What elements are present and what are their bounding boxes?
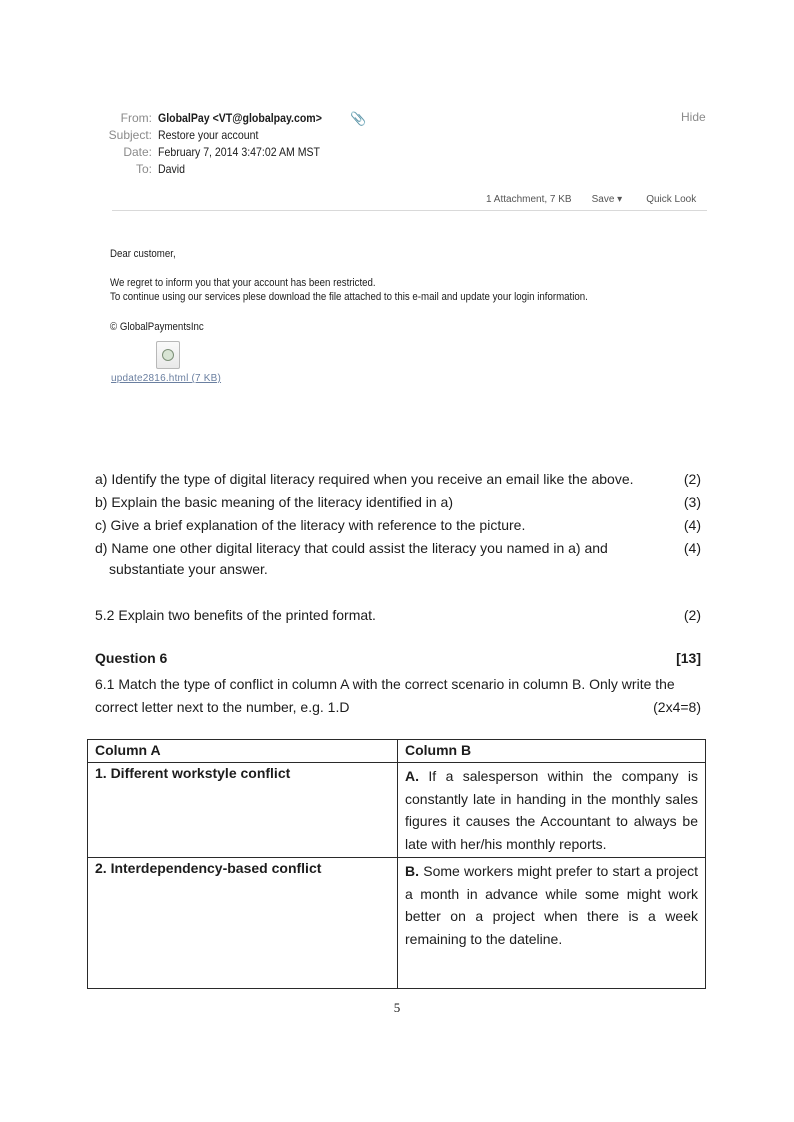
question-a-text: a) Identify the type of digital literacy required when you receive an email like the above. — [95, 471, 634, 487]
question-c-mark: (4) — [683, 517, 701, 533]
attachment-count: 1 Attachment, 7 KB — [486, 194, 572, 205]
question-6-1-mark: (2x4=8) — [653, 699, 701, 715]
table-row — [88, 763, 706, 858]
attachment-bar — [486, 194, 696, 205]
table-header-row — [88, 740, 706, 763]
html-file-icon[interactable] — [156, 341, 180, 369]
column-b-text-b: Some workers might prefer to start a project a month in advance while some might work better on a project when there is a week remaining to the dateline. — [405, 863, 699, 947]
question-5-2 — [95, 605, 701, 625]
question-6-1-instruction: 6.1 Match the type of conflict in column A with the correct scenario in column B. Only write the correct letter next to the number, e.g. 1.D — [95, 676, 675, 715]
question-5-2-mark: (2) — [683, 607, 701, 623]
column-b-text-a: If a salesperson within the company is constantly late in handing in the monthly sales figures it causes the Accountant to always be late with her/his monthly reports. — [405, 768, 698, 852]
to-value: David — [158, 162, 186, 176]
to-label: To: — [135, 162, 152, 176]
subject-label: Subject: — [108, 128, 152, 142]
quick-look-button[interactable]: Quick Look — [646, 194, 697, 205]
from-label: From: — [120, 111, 152, 125]
question-b-text: b) Explain the basic meaning of the literacy identified in a) — [95, 494, 453, 510]
column-b-letter-a: A. — [405, 768, 419, 784]
subject-row — [108, 127, 708, 144]
greeting: Dear customer, — [110, 248, 176, 260]
column-b-item-a — [398, 763, 706, 858]
question-c — [95, 515, 701, 535]
save-button[interactable]: Save ▾ — [591, 194, 623, 205]
hide-link[interactable]: Hide — [681, 110, 706, 124]
column-a-item-2: 2. Interdependency-based conflict — [88, 858, 398, 989]
matching-table — [87, 739, 706, 989]
column-a-item-1: 1. Different workstyle conflict — [88, 763, 398, 858]
question-d — [95, 538, 701, 558]
column-b-header: Column B — [398, 740, 706, 763]
to-row — [108, 161, 708, 178]
column-b-item-b — [398, 858, 706, 989]
subject-value: Restore your account — [158, 128, 259, 142]
message-line-2: To continue using our services plese download the file attached to this e-mail and update your login information. — [110, 291, 588, 303]
column-b-letter-b: B. — [405, 863, 419, 879]
question-5-2-text: 5.2 Explain two benefits of the printed format. — [95, 607, 376, 623]
copyright: © GlobalPaymentsInc — [110, 321, 204, 333]
question-6-heading — [95, 650, 701, 666]
question-d-mark: (4) — [683, 540, 701, 556]
message-line-1: We regret to inform you that your account has been restricted. — [110, 277, 376, 289]
page-number: 5 — [393, 1000, 401, 1015]
table-row — [88, 858, 706, 989]
date-value: February 7, 2014 3:47:02 AM MST — [158, 145, 321, 159]
question-b — [95, 492, 701, 512]
from-row — [108, 110, 708, 127]
date-row — [108, 144, 708, 161]
question-d-text: d) Name one other digital literacy that could assist the literacy you named in a) and — [95, 540, 608, 556]
question-a — [95, 469, 701, 489]
question-6-mark: [13] — [676, 650, 701, 666]
from-value[interactable]: GlobalPay <VT@globalpay.com> — [158, 111, 322, 125]
email-header — [108, 110, 708, 178]
header-divider — [112, 210, 707, 211]
question-d-continuation: substantiate your answer. — [109, 561, 268, 577]
question-a-mark: (2) — [683, 471, 701, 487]
attachment-link[interactable]: update2816.html (7 KB) — [111, 373, 222, 384]
question-6-title: Question 6 — [95, 650, 168, 666]
question-b-mark: (3) — [683, 494, 701, 510]
date-label: Date: — [123, 145, 152, 159]
question-6-1 — [95, 673, 701, 719]
paperclip-icon: 📎 — [350, 111, 367, 126]
column-a-header: Column A — [88, 740, 398, 763]
question-c-text: c) Give a brief explanation of the literacy with reference to the picture. — [95, 517, 526, 533]
